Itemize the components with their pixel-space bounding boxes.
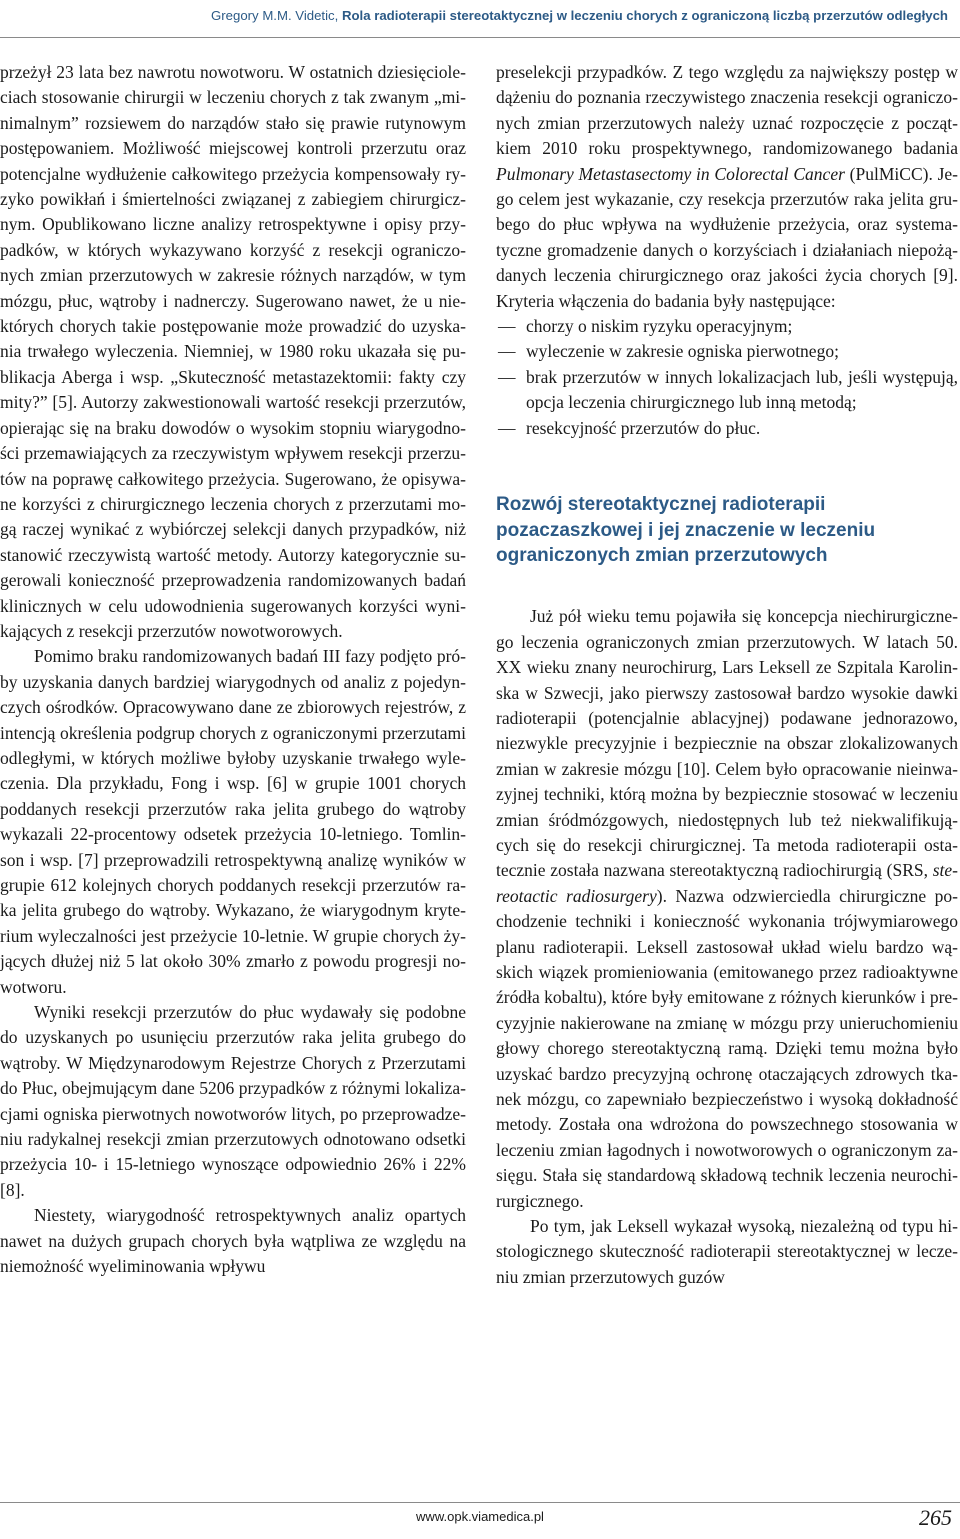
list-item: [496, 416, 958, 441]
list-item-text: brak przerzutów w innych lokalizacjach lub, jeśli występują, opcja leczenia chirurgicznego lub inną metodą;: [526, 366, 958, 413]
paragraph-pulmicc-text-b: (PulMiCC). Jego celem jest wykazanie, czy resekcja przerzutów raka jelita grubego do płuc wpływa na wydłużenie przeżycia, oraz systematyczne gromadzenie danych o korzyściach i działaniach niepożądanych leczenia chirurgicznego oraz jakości życia chorych [9]. Kryteria włączenia do badania były następujące:: [496, 163, 958, 311]
study-name-italic: Pulmonary Metastasectomy in Colorectal Cancer: [496, 163, 845, 184]
running-head-authors: Gregory M.M. Videtic,: [211, 8, 342, 23]
paragraph-final: Po tym, jak Leksell wykazał wysoką, niezależną od typu histologicznego skuteczność radioterapii stereotaktycznej w leczeniu zmian przerzutowych guzów: [496, 1216, 958, 1287]
dash-bullet: —: [498, 316, 516, 337]
footer-divider: [0, 1502, 960, 1503]
paragraph-leksell-text-a: Już pół wieku temu pojawiła się koncepcja niechirurgicznego leczenia ograniczonych zmian przerzutowych. W latach 50. XX wieku znany neurochirurg, Lars Leksell ze Szpitala Karolinska w Szwecji, jako pierwszy zastosował bardzo wysokie dawki radioterapii (potencjalnie ablacyjnej) podawane jednorazowo, niezwykle precyzyjnie i bezpiecznie na obszar zlokalizowanych zmian w zakresie mózgu [10]. Celem było opracowanie nieinwazyjnej techniki, którą można by bezpiecznie stosować w leczeniu zmian śródmózgowych, niedostępnych lub też niekwalifikujących się do resekcji chirurgicznej. Ta metoda radioterapii ostatecznie została nazwana stereotaktyczną radiochirurgią (SRS,: [496, 606, 958, 881]
page-number: 265: [919, 1505, 952, 1530]
paragraph-pulmicc-text-a: preselekcji przypadków. Z tego względu za największy postęp w dążeniu do poznania rzeczywistego znaczenia resekcji ograniczonych zmian przerzutowych należy uznać rozpoczęcie z początkiem 2010 roku prospektywnego, randomizowanego badania: [496, 62, 958, 159]
srs-term-italic: stereotactic radiosurgery: [496, 860, 958, 906]
paragraph-2: Pomimo braku randomizowanych badań III fazy podjęto próby uzyskania danych bardziej wiarygodnych od analiz z pojedynczych ośrodków. Opracowywano dane ze zbiorowych rejestrów, z intencją określenia podgrup chorych z ograniczonymi przerzutami odległymi, w których możliwe byłoby uzyskanie trwałego wyleczenia. Dla przykładu, Fong i wsp. [6] w grupie 1001 chorych poddanych resekcji przerzutów raka jelita grubego do wątroby wykazali 22-procentowy odsetek przeżycia 10-letniego. Tomlinson i wsp. [7] przeprowadzili retrospektywną analizę wyników w grupie 612 kolejnych chorych poddanych resekcji przerzutów raka jelita grubego do wątroby. Wykazano, że wiarygodnym kryterium wyleczalności jest przeżycie 10-letnie. W grupie chorych żyjących dłużej niż 5 lat około 30% zmarło z powodu progresji nowotworu.: [0, 646, 466, 997]
running-head-title: Rola radioterapii stereotaktycznej w leczeniu chorych z ograniczoną liczbą przerzutów odległych: [341, 8, 948, 23]
section-heading: Rozwój stereotaktycznej radioterapii pozaczaszkowej i jej znaczenie w leczeniu ograniczonych zmian przerzutowych: [496, 494, 876, 566]
footer-url: www.opk.viamedica.pl: [416, 1509, 544, 1524]
list-item-text: resekcyjność przerzutów do płuc.: [526, 417, 761, 438]
paragraph-leksell: [496, 604, 958, 1214]
right-column: [496, 60, 958, 1290]
paragraph-3: Wyniki resekcji przerzutów do płuc wydawały się podobne do uzyskanych po usunięciu przerzutów raka jelita grubego do wątroby. W Międzynarodowym Rejestrze Chorych z Przerzutami do Płuc, obejmującym dane 5206 przypadków z różnymi lokalizacjami ogniska pierwotnych nowotworów litych, po przeprowadzeniu radykalnej resekcji zmian przerzutowych odnotowano odsetki przeżycia 10- i 15-letniego wynoszące odpowiednio 26% i 22% [8].: [0, 1002, 466, 1200]
paragraph-pulmicc: [496, 60, 958, 314]
running-head: [0, 8, 948, 23]
paragraph-leksell-text-b: ). Nazwa odzwierciedla chirurgiczne pochodzenie techniki i konieczność wykonania trójwymiarowego planu radioterapii. Leksell zastosował układ wielu bardzo wąskich wiązek promieniowania (emitowanego przez radioaktywne źródła kobaltu), które były emitowane z różnych kierunków i precyzyjnie nakierowane na zmianę w mózgu przy unieruchomieniu głowy chorego stereotaktyczną ramą. Dzięki temu można było uzyskać bardzo precyzyjną ochronę otaczających zdrowych tkanek mózgu, co zapewniało bezpieczeństwo i wysoką dokładność metody. Została ona wdrożona do powszechnego stosowania w leczeniu zmian łagodnych i nowotworowych o ograniczonym zasięgu. Stała się standardową składową technik leczenia neurochirurgicznego.: [496, 885, 958, 1211]
dash-bullet: —: [498, 417, 516, 438]
list-item: [496, 339, 958, 364]
left-column: [0, 60, 466, 1280]
paragraph-1: przeżył 23 lata bez nawrotu nowotworu. W ostatnich dziesięcioleciach stosowanie chirurgii w leczeniu chorych z tak zwanym „minimalnym” rozsiewem do narządów stało się prawie rutynowym postępowaniem. Możliwość miejscowej kontroli przerzutu oraz potencjalne wydłużenie całkowitego przeżycia kompensowały ryzyko powikłań i śmiertelności związanej z zabiegiem chirurgicznym. Opublikowano liczne analizy retrospektywne i opisy przypadków, w których wykazywano korzyść z resekcji ograniczonych zmian przerzutowych w zakresie różnych narządów, w tym mózgu, płuc, wątroby i nadnerczy. Sugerowano nawet, że u niektórych chorych takie postępowanie może prowadzić do uzyskania trwałego wyleczenia. Niemniej, w 1980 roku ukazała się publikacja Aberga i wsp. „Skuteczność metastazektomii: fakty czy mity?” [5]. Autorzy zakwestionowali wartość resekcji przerzutów, opierając się na braku dowodów o wysokim stopniu wiarygodności przemawiających za rzeczywistym wpływem resekcji przerzutów na poprawę całkowitego przeżycia. Sugerowano, że opisywane korzyści z chirurgicznego leczenia chorych z przerzutami mogą raczej wynikać z wybiórczej selekcji danych przypadków, niż stanowić rzeczywistą wartość metody. Autorzy kategorycznie sugerowali konieczność przeprowadzenia randomizowanych badań klinicznych w celu udowodnienia sugerowanych korzyści wynikających z resekcji przerzutów nowotworowych.: [0, 62, 466, 641]
list-item: [496, 365, 958, 416]
dash-bullet: —: [498, 366, 516, 387]
list-item-text: chorzy o niskim ryzyku operacyjnym;: [526, 316, 793, 337]
paragraph-4: Niestety, wiarygodność retrospektywnych analiz opartych nawet na dużych grupach chorych była wątpliwa ze względu na niemożność wyeliminowania wpływu: [0, 1205, 466, 1277]
header-divider: [0, 37, 960, 38]
inclusion-criteria-list: [496, 314, 958, 441]
list-item: [496, 314, 958, 339]
list-item-text: wyleczenie w zakresie ogniska pierwotnego;: [526, 341, 839, 362]
dash-bullet: —: [498, 341, 516, 362]
